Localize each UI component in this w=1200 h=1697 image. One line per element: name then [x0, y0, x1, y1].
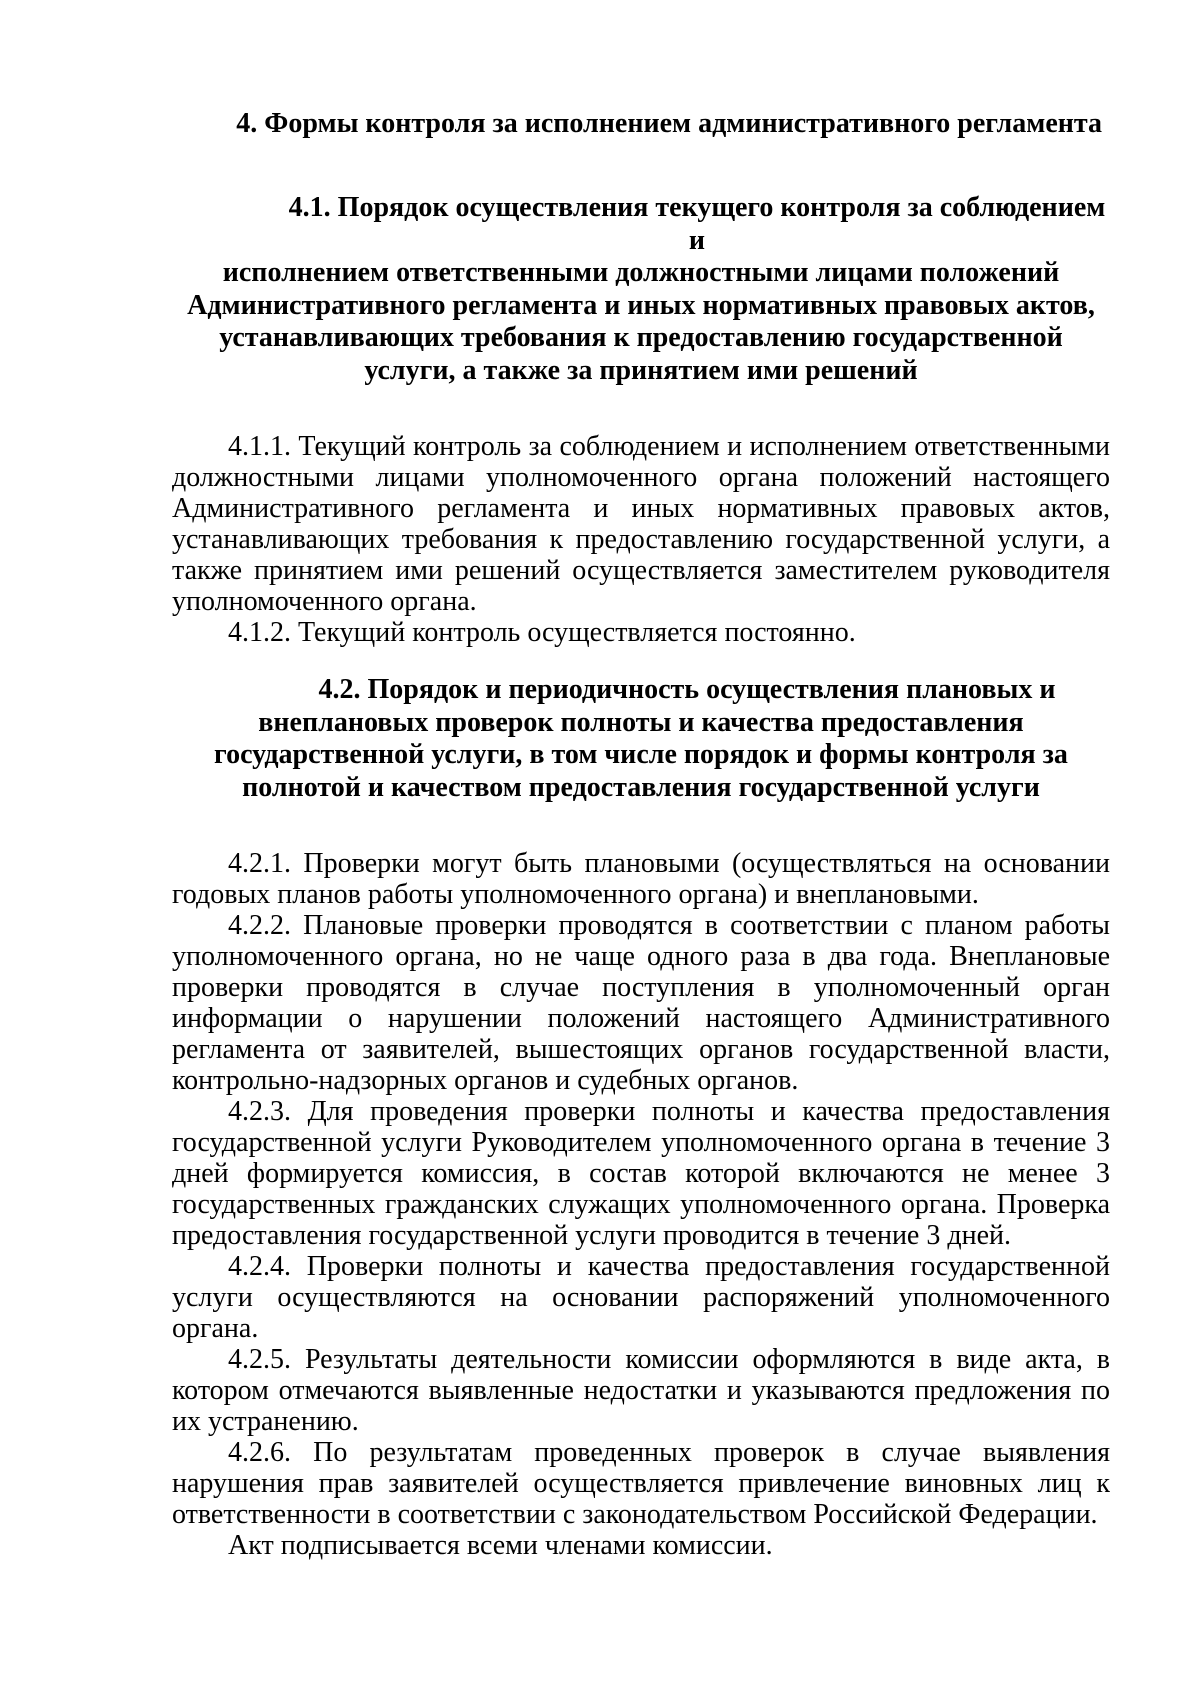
subsection-heading-line: полнотой и качеством предоставления государственной услуги [242, 771, 1040, 803]
subsection-heading-line: 4.2. Порядок и периодичность осуществления плановых и [318, 674, 1056, 705]
subsection-heading-line: услуги, а также за принятием ими решений [364, 354, 918, 386]
paragraph-4-2-4: 4.2.4. Проверки полноты и качества предоставления государственной услуги осуществляются на основании распоряжений уполномоченного органа. [172, 1251, 1110, 1344]
subsection-heading-line: устанавливающих требования к предоставлению государственной [219, 322, 1063, 353]
subsection-heading-line: Административного регламента и иных нормативных правовых актов, [187, 289, 1095, 321]
subsection-heading-line: внеплановых проверок полноты и качества предоставления [258, 706, 1024, 738]
subsection-heading-4-1 [172, 192, 1110, 387]
paragraph-act-signature: Акт подписывается всеми членами комиссии. [228, 1530, 773, 1561]
subsection-heading-line: государственной услуги, в том числе порядок и формы контроля за [214, 739, 1068, 770]
subsection-heading-line: 4.1. Порядок осуществления текущего контроля за соблюдением и [288, 192, 1106, 256]
subsection-heading-4-2 [172, 674, 1110, 804]
subsection-heading-line: исполнением ответственными должностными лицами положений [222, 257, 1060, 288]
paragraph-4-1-1: 4.1.1. Текущий контроль за соблюдением и исполнением ответственными должностными лицами уполномоченного органа положений настоящего Административного регламента и иных нормативных правовых актов, устанавливающих требования к предоставлению государственной услуги, а также принятием ими решений осуществляется заместителем руководителя уполномоченного органа. [172, 431, 1110, 617]
paragraph-4-2-3: 4.2.3. Для проведения проверки полноты и качества предоставления государственной услуги Руководителем уполномоченного органа в течение 3 дней формируется комиссия, в состав которой включаются не менее 3 государственных гражданских служащих уполномоченного органа. Проверка предоставления государственной услуги проводится в течение 3 дней. [172, 1096, 1110, 1251]
paragraph-4-2-1: 4.2.1. Проверки могут быть плановыми (осуществляться на основании годовых планов работы уполномоченного органа) и внеплановыми. [172, 848, 1110, 910]
section-heading: 4. Формы контроля за исполнением административного регламента [236, 108, 1102, 139]
paragraph-4-2-2: 4.2.2. Плановые проверки проводятся в соответствии с планом работы уполномоченного органа, но не чаще одного раза в два года. Внеплановые проверки проводятся в случае поступления в уполномоченный орган информации о нарушении положений настоящего Административного регламента от заявителей, вышестоящих органов государственной власти, контрольно-надзорных органов и судебных органов. [172, 910, 1110, 1096]
paragraph-4-2-5: 4.2.5. Результаты деятельности комиссии оформляются в виде акта, в котором отмечаются выявленные недостатки и указываются предложения по их устранению. [172, 1344, 1110, 1437]
paragraph-4-1-2: 4.1.2. Текущий контроль осуществляется постоянно. [228, 617, 856, 648]
paragraph-4-2-6: 4.2.6. По результатам проведенных проверок в случае выявления нарушения прав заявителей осуществляется привлечение виновных лиц к ответственности в соответствии с законодательством Российской Федерации. [172, 1437, 1110, 1530]
